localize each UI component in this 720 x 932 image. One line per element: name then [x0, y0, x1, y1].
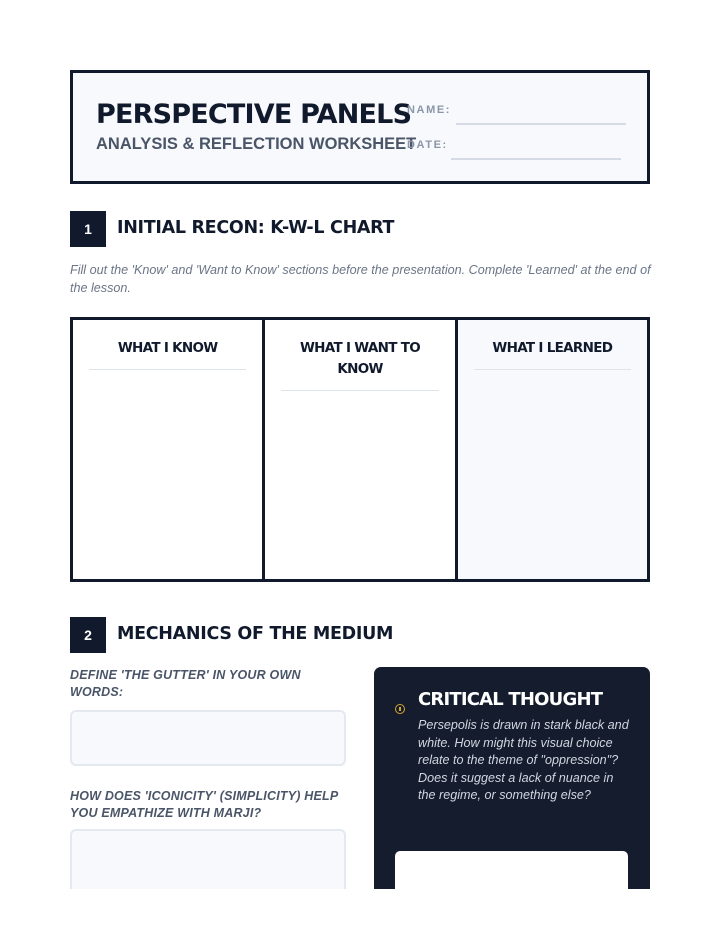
gutter-question: DEFINE 'THE GUTTER' IN YOUR OWN WORDS:: [70, 668, 301, 699]
name-label: NAME:: [407, 104, 452, 116]
date-label: DATE:: [407, 139, 448, 151]
worksheet-subtitle: ANALYSIS & REFLECTION WORKSHEET: [96, 135, 417, 153]
kwl-want-heading: WHAT I WANT TO KNOW: [281, 338, 438, 391]
critical-thought-title: CRITICAL THOUGHT: [418, 689, 603, 710]
kwl-know-heading: WHAT I KNOW: [89, 338, 246, 370]
section-1-title: INITIAL RECON: K-W-L CHART: [117, 218, 395, 238]
section-2-title: MECHANICS OF THE MEDIUM: [117, 624, 394, 644]
section-2-badge: 2: [70, 617, 106, 653]
kwl-chart: [70, 317, 650, 582]
date-field[interactable]: [451, 158, 621, 160]
kwl-want-column[interactable]: [262, 320, 454, 579]
kwl-learned-heading: WHAT I LEARNED: [474, 338, 631, 370]
gutter-answer-field[interactable]: [70, 710, 346, 766]
worksheet-title: PERSPECTIVE PANELS: [96, 99, 412, 130]
kwl-learned-column[interactable]: [455, 320, 647, 579]
iconicity-question: HOW DOES 'ICONICITY' (SIMPLICITY) HELP YOU EMPATHIZE WITH MARJI?: [70, 789, 338, 820]
critical-thought-prompt: Persepolis is drawn in stark black and white. How might this visual choice relate to the theme of "oppression"? Does it suggest a lack of nuance in the regime, or something else?: [418, 718, 629, 803]
name-field[interactable]: [456, 123, 626, 125]
worksheet-header: [70, 70, 650, 184]
page-bottom-margin: [0, 889, 720, 932]
section-1-badge: 1: [70, 211, 106, 247]
kwl-know-column[interactable]: [73, 320, 262, 579]
kwl-instructions: Fill out the 'Know' and 'Want to Know' sections before the presentation. Complete 'Learned' at the end of the lesson.: [70, 263, 651, 295]
lightbulb-icon: [395, 704, 405, 714]
